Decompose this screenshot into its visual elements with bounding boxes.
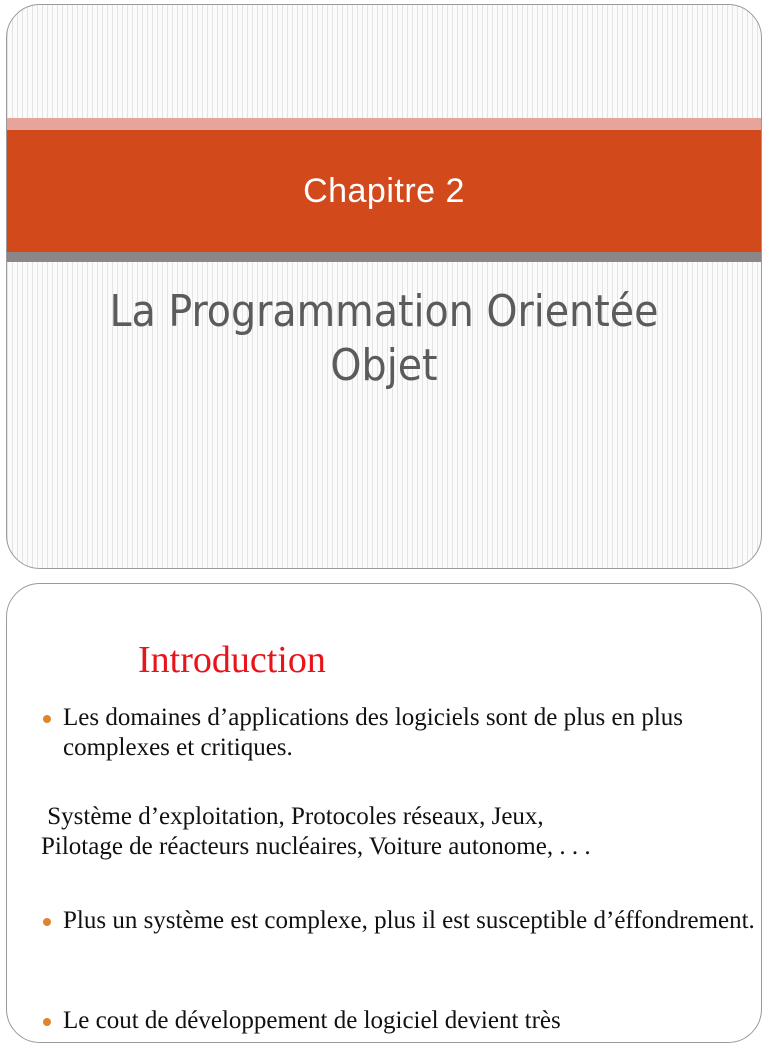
bullet-text: Les domaines d’applications des logiciels sont de plus en plus complexes et critiques. [63,704,684,761]
bullet-item [43,703,743,763]
slide-title [67,285,701,393]
section-title: Introduction [138,639,326,681]
bullet-item [43,906,762,936]
bullet-item [43,1006,762,1036]
band-top-stripe [7,118,761,130]
bullet-text: Le cout de développement de logiciel devient très [63,1007,561,1034]
bullet-dot-icon [43,715,51,723]
content-slide [6,583,762,1043]
title-band [7,130,761,252]
examples-line-2: Pilotage de réacteurs nucléaires, Voiture autonome, . . . [41,833,591,860]
band-bottom-stripe [7,252,761,262]
slide-title-line-2: Objet [330,340,438,391]
slide-title-line-1: La Programmation Orientée [109,286,659,337]
examples-line-1: Système d’exploitation, Protocoles réseaux, Jeux, [41,803,544,830]
bullet-text: Plus un système est complexe, plus il est susceptible d’éffondrement. [63,907,755,934]
chapter-label: Chapitre 2 [303,171,465,210]
title-slide [6,4,762,569]
examples-text [41,802,741,862]
bullet-dot-icon [43,1018,51,1026]
bullet-dot-icon [43,918,51,926]
